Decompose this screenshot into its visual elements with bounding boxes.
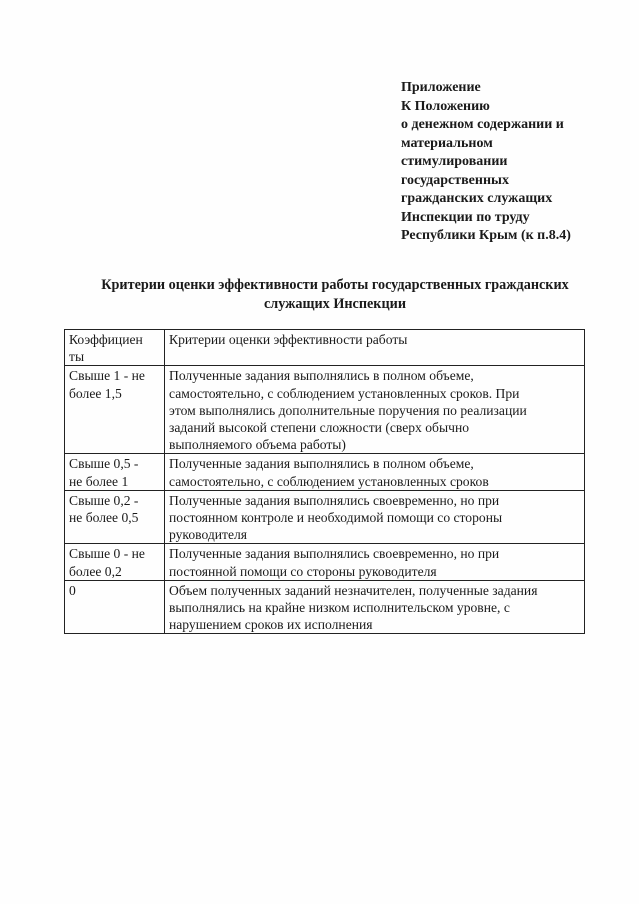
coefficient-cell: [65, 580, 165, 634]
appendix-line: К Положению: [401, 98, 490, 114]
coefficient-cell: [65, 544, 165, 580]
header-coefficient-cell: [65, 330, 165, 366]
appendix-line: о денежном содержании и: [401, 117, 564, 132]
cell-line: не более 1: [69, 473, 129, 489]
table-row: [65, 454, 585, 490]
criteria-cell: [165, 580, 585, 634]
cell-line: Свыше 0,2 -: [69, 492, 139, 508]
cell-line: Объем полученных заданий незначителен, полученные задания: [169, 582, 538, 598]
cell-line: Полученные задания выполнялись в полном объеме,: [169, 368, 474, 384]
cell-line: самостоятельно, с соблюдением установленных сроков: [169, 473, 489, 489]
cell-line: постоянной помощи со стороны руководителя: [169, 563, 437, 579]
table-header-row: [65, 330, 585, 366]
cell-line: выполняемого объема работы): [169, 437, 346, 453]
appendix-line: Приложение: [401, 80, 481, 95]
criteria-cell: [165, 454, 585, 490]
cell-line: Полученные задания выполнялись своевременно, но при: [169, 492, 500, 508]
cell-line: постоянном контроле и необходимой помощи со стороны: [169, 510, 503, 526]
title-line: Критерии оценки эффективности работы государственных гражданских: [101, 277, 569, 293]
coefficient-cell: [65, 366, 165, 454]
cell-line: Критерии оценки эффективности работы: [169, 332, 408, 347]
criteria-cell: [165, 490, 585, 544]
cell-line: Свыше 0,5 -: [69, 456, 139, 472]
header-criteria-cell: [165, 330, 585, 366]
cell-line: самостоятельно, с соблюдением установленных сроков. При: [169, 385, 520, 401]
cell-line: Полученные задания выполнялись своевременно, но при: [169, 546, 500, 562]
cell-line: ты: [69, 349, 85, 365]
appendix-note: [401, 79, 631, 246]
appendix-line: Инспекции по труду: [401, 209, 530, 225]
table-row: [65, 490, 585, 544]
cell-line: более 0,2: [69, 563, 122, 579]
cell-line: нарушением сроков их исполнения: [169, 617, 373, 633]
title-line: служащих Инспекции: [263, 295, 406, 312]
cell-line: Полученные задания выполнялись в полном объеме,: [169, 456, 474, 472]
cell-line: руководителя: [169, 527, 248, 543]
table-row: [65, 544, 585, 580]
cell-line: Коэффициен: [69, 332, 143, 347]
criteria-cell: [165, 544, 585, 580]
cell-line: Свыше 1 - не: [69, 368, 145, 384]
coefficient-cell: [65, 490, 165, 544]
document-title: [70, 276, 600, 313]
cell-line: выполнялись на крайне низком исполнительском уровне, с: [169, 600, 510, 616]
table-row: [65, 580, 585, 634]
appendix-line: стимулировании: [401, 154, 508, 169]
criteria-table: [64, 329, 585, 634]
cell-line: Свыше 0 - не: [69, 546, 145, 562]
cell-line: этом выполнялись дополнительные поручения по реализации: [169, 402, 527, 418]
appendix-line: материальном: [401, 135, 493, 151]
coefficient-cell: [65, 454, 165, 490]
cell-line: более 1,5: [69, 385, 122, 401]
appendix-line: Республики Крым (к п.8.4): [401, 228, 571, 243]
table-row: [65, 366, 585, 454]
cell-line: не более 0,5: [69, 510, 139, 526]
cell-line: заданий высокой степени сложности (сверх обычно: [169, 420, 470, 436]
cell-line: 0: [69, 582, 76, 598]
appendix-line: гражданских служащих: [401, 191, 553, 206]
appendix-line: государственных: [401, 172, 509, 188]
criteria-cell: [165, 366, 585, 454]
